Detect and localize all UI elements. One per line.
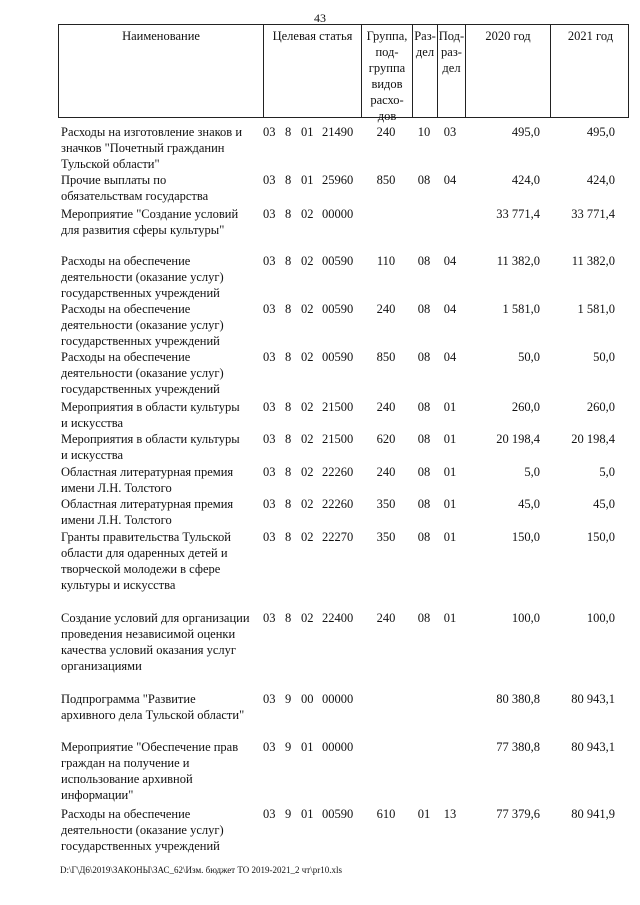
- target-code-subprogram: 8: [285, 254, 292, 268]
- target-code-program: 03: [263, 740, 276, 754]
- target-code-subprogram: 8: [285, 432, 292, 446]
- row-name: Мероприятия в области культуры и искусства: [61, 432, 240, 462]
- target-code-subprogram: 8: [285, 400, 292, 414]
- row-name: Мероприятие "Обеспечение прав граждан на получение и использование архивной информации": [61, 740, 239, 802]
- podrazdel: 01: [443, 432, 457, 446]
- row-name: Расходы на обеспечение деятельности (оказание услуг) государственных учреждений: [61, 350, 224, 396]
- target-code-event: 01: [301, 740, 314, 754]
- amount-2020: 424,0: [511, 173, 540, 187]
- amount-2021: 260,0: [586, 400, 615, 414]
- expense-group: 850: [376, 350, 396, 364]
- amount-2020: 150,0: [511, 530, 540, 544]
- amount-2021: 45,0: [593, 497, 615, 511]
- target-code-direction: 00590: [322, 302, 354, 316]
- target-code-subprogram: 8: [285, 611, 292, 625]
- target-code-direction: 00590: [322, 807, 354, 821]
- expense-group: 240: [376, 611, 396, 625]
- target-code-program: 03: [263, 207, 276, 221]
- target-code-direction: 22270: [322, 530, 354, 544]
- row-name: Мероприятие "Создание условий для развития сферы культуры": [61, 207, 239, 237]
- target-code-direction: 21490: [322, 125, 354, 139]
- amount-2020: 77 380,8: [496, 740, 540, 754]
- target-code-subprogram: 8: [285, 497, 292, 511]
- amount-2021: 100,0: [586, 611, 615, 625]
- row-name: Создание условий для организации проведения независимой оценки качества условий оказания услуг организациями: [61, 611, 250, 673]
- target-code-program: 03: [263, 432, 276, 446]
- target-code-event: 02: [301, 207, 314, 221]
- target-code-event: 02: [301, 497, 314, 511]
- target-code-direction: 22400: [322, 611, 354, 625]
- razdel: 08: [417, 530, 431, 544]
- expense-group: 850: [376, 173, 396, 187]
- expense-group: 110: [376, 254, 396, 268]
- amount-2020: 495,0: [511, 125, 540, 139]
- target-code-direction: 00000: [322, 207, 354, 221]
- amount-2020: 33 771,4: [496, 207, 540, 221]
- target-code-event: 01: [301, 173, 314, 187]
- amount-2020: 45,0: [518, 497, 540, 511]
- razdel: 08: [417, 432, 431, 446]
- expense-group: 620: [376, 432, 396, 446]
- amount-2020: 260,0: [511, 400, 540, 414]
- header-razdel: Раз- дел: [412, 25, 437, 117]
- target-code-subprogram: 9: [285, 692, 292, 706]
- target-code-direction: 22260: [322, 497, 354, 511]
- podrazdel: 01: [443, 400, 457, 414]
- target-code-subprogram: 8: [285, 173, 292, 187]
- podrazdel: 01: [443, 465, 457, 479]
- razdel: 10: [417, 125, 431, 139]
- target-code-subprogram: 9: [285, 807, 292, 821]
- expense-group: 240: [376, 465, 396, 479]
- target-code-program: 03: [263, 125, 276, 139]
- row-name: Областная литературная премия имени Л.Н. Толстого: [61, 465, 234, 495]
- target-code-subprogram: 8: [285, 302, 292, 316]
- header-group: Группа, под- группа видов расхо- дов: [361, 25, 412, 117]
- expense-group: 610: [376, 807, 396, 821]
- target-code-subprogram: 8: [285, 125, 292, 139]
- row-name: Расходы на обеспечение деятельности (оказание услуг) государственных учреждений: [61, 302, 224, 348]
- target-code-program: 03: [263, 497, 276, 511]
- razdel: 08: [417, 254, 431, 268]
- row-name: Расходы на обеспечение деятельности (оказание услуг) государственных учреждений: [61, 254, 224, 300]
- target-code-subprogram: 8: [285, 207, 292, 221]
- page-number: 43: [314, 11, 326, 25]
- amount-2021: 495,0: [586, 125, 615, 139]
- amount-2021: 424,0: [586, 173, 615, 187]
- podrazdel: 01: [443, 530, 457, 544]
- amount-2020: 50,0: [518, 350, 540, 364]
- amount-2021: 150,0: [586, 530, 615, 544]
- target-code-event: 02: [301, 432, 314, 446]
- header-target: Целевая статья: [263, 25, 361, 117]
- razdel: 08: [417, 497, 431, 511]
- amount-2020: 20 198,4: [496, 432, 540, 446]
- amount-2021: 80 941,9: [571, 807, 615, 821]
- target-code-direction: 21500: [322, 432, 354, 446]
- podrazdel: 01: [443, 611, 457, 625]
- header-year-2021: 2021 год: [550, 25, 630, 117]
- header-name: Наименование: [122, 29, 200, 43]
- target-code-event: 01: [301, 125, 314, 139]
- amount-2020: 5,0: [524, 465, 540, 479]
- amount-2021: 80 943,1: [571, 740, 615, 754]
- row-name: Мероприятия в области культуры и искусства: [61, 400, 240, 430]
- target-code-program: 03: [263, 302, 276, 316]
- target-code-event: 02: [301, 611, 314, 625]
- expense-group: 240: [376, 400, 396, 414]
- podrazdel: 03: [443, 125, 457, 139]
- podrazdel: 04: [443, 173, 457, 187]
- target-code-direction: 22260: [322, 465, 354, 479]
- target-code-event: 02: [301, 350, 314, 364]
- target-code-program: 03: [263, 807, 276, 821]
- target-code-program: 03: [263, 611, 276, 625]
- target-code-program: 03: [263, 400, 276, 414]
- amount-2021: 33 771,4: [571, 207, 615, 221]
- expense-group: 350: [376, 497, 396, 511]
- razdel: 01: [417, 807, 431, 821]
- razdel: 08: [417, 173, 431, 187]
- target-code-subprogram: 8: [285, 465, 292, 479]
- target-code-direction: 25960: [322, 173, 354, 187]
- amount-2020: 100,0: [511, 611, 540, 625]
- file-path-footer: D:\Г\Д6\2019\ЗАКОНЫ\ЗАС_62\Изм. бюджет ТО 2019-2021_2 чт\pr10.xls: [60, 865, 342, 875]
- expense-group: 350: [376, 530, 396, 544]
- target-code-direction: 00000: [322, 740, 354, 754]
- row-name: Областная литературная премия имени Л.Н. Толстого: [61, 497, 234, 527]
- amount-2021: 5,0: [599, 465, 615, 479]
- target-code-program: 03: [263, 254, 276, 268]
- target-code-subprogram: 8: [285, 530, 292, 544]
- target-code-program: 03: [263, 350, 276, 364]
- target-code-subprogram: 8: [285, 350, 292, 364]
- amount-2021: 20 198,4: [571, 432, 615, 446]
- expense-group: 240: [376, 302, 396, 316]
- expense-group: 240: [376, 125, 396, 139]
- header-year-2020: 2020 год: [465, 25, 550, 117]
- target-code-event: 02: [301, 254, 314, 268]
- razdel: 08: [417, 302, 431, 316]
- target-code-program: 03: [263, 530, 276, 544]
- razdel: 08: [417, 400, 431, 414]
- razdel: 08: [417, 611, 431, 625]
- target-code-event: 01: [301, 807, 314, 821]
- row-name: Расходы на обеспечение деятельности (оказание услуг) государственных учреждений: [61, 807, 224, 853]
- target-code-program: 03: [263, 173, 276, 187]
- header-podrazdel: Под- раз- дел: [437, 25, 465, 117]
- razdel: 08: [417, 350, 431, 364]
- amount-2021: 11 382,0: [571, 254, 615, 268]
- podrazdel: 04: [443, 254, 457, 268]
- target-code-program: 03: [263, 465, 276, 479]
- target-code-direction: 00590: [322, 254, 354, 268]
- podrazdel: 04: [443, 350, 457, 364]
- target-code-program: 03: [263, 692, 276, 706]
- razdel: 08: [417, 465, 431, 479]
- target-code-direction: 21500: [322, 400, 354, 414]
- row-name: Расходы на изготовление знаков и значков "Почетный гражданин Тульской области": [61, 125, 243, 171]
- amount-2020: 1 581,0: [502, 302, 540, 316]
- target-code-event: 00: [301, 692, 314, 706]
- amount-2020: 77 379,6: [496, 807, 540, 821]
- amount-2020: 80 380,8: [496, 692, 540, 706]
- target-code-subprogram: 9: [285, 740, 292, 754]
- target-code-event: 02: [301, 465, 314, 479]
- amount-2021: 50,0: [593, 350, 615, 364]
- row-name: Гранты правительства Тульской области для одаренных детей и творческой молодежи в сфере культуры и искусства: [61, 530, 231, 592]
- target-code-event: 02: [301, 530, 314, 544]
- podrazdel: 01: [443, 497, 457, 511]
- podrazdel: 13: [443, 807, 457, 821]
- amount-2020: 11 382,0: [496, 254, 540, 268]
- target-code-event: 02: [301, 400, 314, 414]
- row-name: Подпрограмма "Развитие архивного дела Тульской области": [61, 692, 245, 722]
- row-name: Прочие выплаты по обязательствам государства: [61, 173, 209, 203]
- amount-2021: 1 581,0: [577, 302, 615, 316]
- target-code-direction: 00590: [322, 350, 354, 364]
- podrazdel: 04: [443, 302, 457, 316]
- target-code-direction: 00000: [322, 692, 354, 706]
- amount-2021: 80 943,1: [571, 692, 615, 706]
- target-code-event: 02: [301, 302, 314, 316]
